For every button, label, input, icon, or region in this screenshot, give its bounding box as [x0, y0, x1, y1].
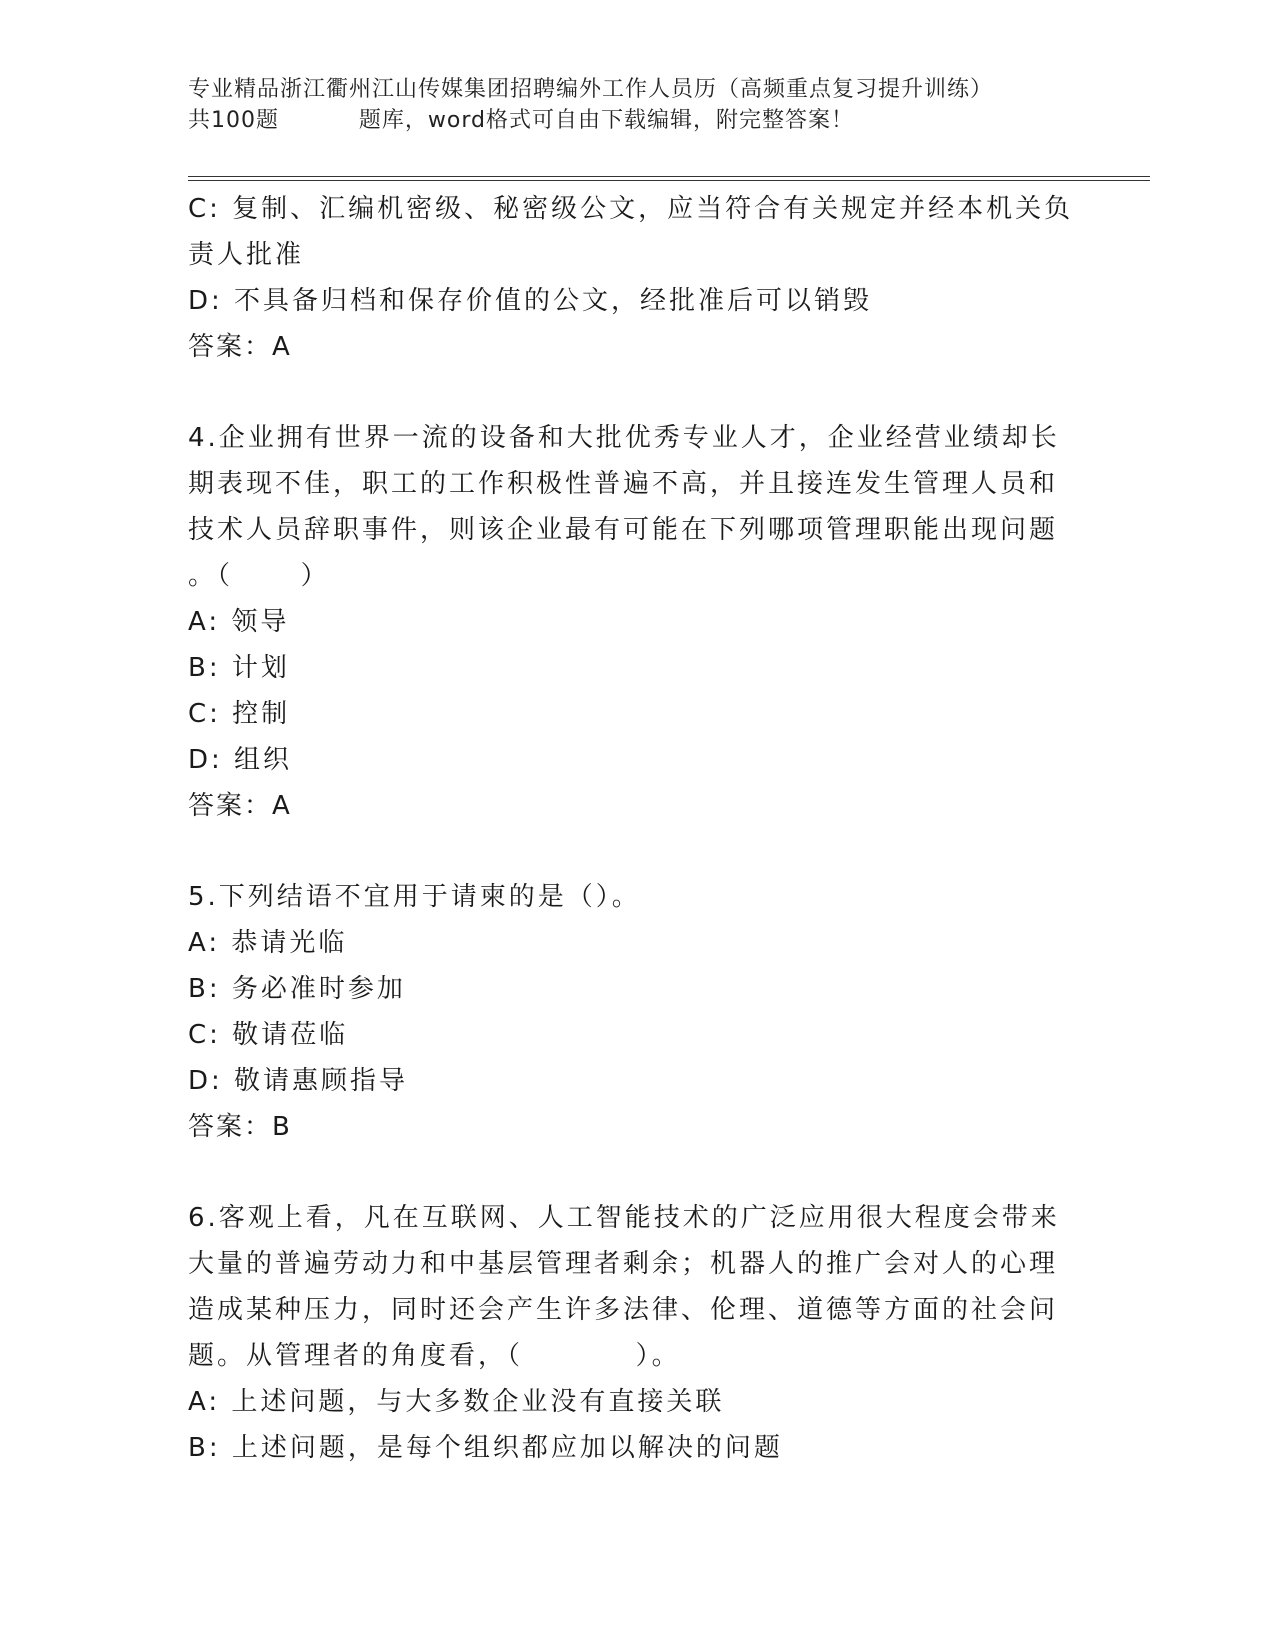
option-c: C: 控制	[188, 699, 291, 729]
option-d: D: 不具备归档和保存价值的公文，经批准后可以销毁	[188, 286, 873, 316]
answer-line: 答案：A	[188, 791, 292, 821]
header-divider-top	[188, 176, 1150, 177]
header-subtitle-line: 共100题 题库，word格式可自由下载编辑，附完整答案！	[188, 108, 855, 133]
option-d: D: 敬请惠顾指导	[188, 1066, 409, 1096]
question-3-tail	[188, 186, 1088, 370]
question-stem: 5.下列结语不宜用于请柬的是（）。	[188, 882, 641, 912]
document-body	[188, 186, 1088, 1471]
answer-line: 答案：A	[188, 332, 292, 362]
question-stem: 期表现不佳，职工的工作积极性普遍不高，并且接连发生管理人员和	[188, 469, 1059, 499]
document-header	[188, 74, 1148, 136]
option-c: C: 敬请莅临	[188, 1020, 349, 1050]
question-stem: 6.客观上看，凡在互联网、人工智能技术的广泛应用很大程度会带来	[188, 1203, 1060, 1233]
option-b: B: 上述问题，是每个组织都应加以解决的问题	[188, 1433, 783, 1463]
answer-line: 答案：B	[188, 1112, 292, 1142]
option-a: A: 上述问题，与大多数企业没有直接关联	[188, 1387, 725, 1417]
question-stem: 4.企业拥有世界一流的设备和大批优秀专业人才，企业经营业绩却长	[188, 423, 1060, 453]
question-6	[188, 1195, 1088, 1471]
option-a: A: 恭请光临	[188, 928, 348, 958]
question-spacer	[188, 370, 1088, 415]
header-divider-bottom	[188, 180, 1150, 181]
header-title-line: 专业精品浙江衢州江山传媒集团招聘编外工作人员历（高频重点复习提升训练）	[188, 77, 994, 102]
question-spacer	[188, 1150, 1088, 1195]
question-stem: 题。从管理者的角度看，（ ）。	[188, 1341, 681, 1371]
question-stem: 大量的普遍劳动力和中基层管理者剩余；机器人的推广会对人的心理	[188, 1249, 1059, 1279]
option-c: C: 复制、汇编机密级、秘密级公文，应当符合有关规定并经本机关负	[188, 194, 1074, 224]
question-stem: 。（ ）	[188, 561, 330, 591]
option-d: D: 组织	[188, 745, 293, 775]
question-5	[188, 874, 1088, 1150]
question-stem: 技术人员辞职事件，则该企业最有可能在下列哪项管理职能出现问题	[188, 515, 1059, 545]
option-b: B: 计划	[188, 653, 290, 683]
question-spacer	[188, 829, 1088, 874]
option-c-continued: 责人批准	[188, 240, 305, 270]
option-b: B: 务必准时参加	[188, 974, 406, 1004]
question-4	[188, 415, 1088, 829]
question-stem: 造成某种压力，同时还会产生许多法律、伦理、道德等方面的社会问	[188, 1295, 1059, 1325]
option-a: A: 领导	[188, 607, 290, 637]
